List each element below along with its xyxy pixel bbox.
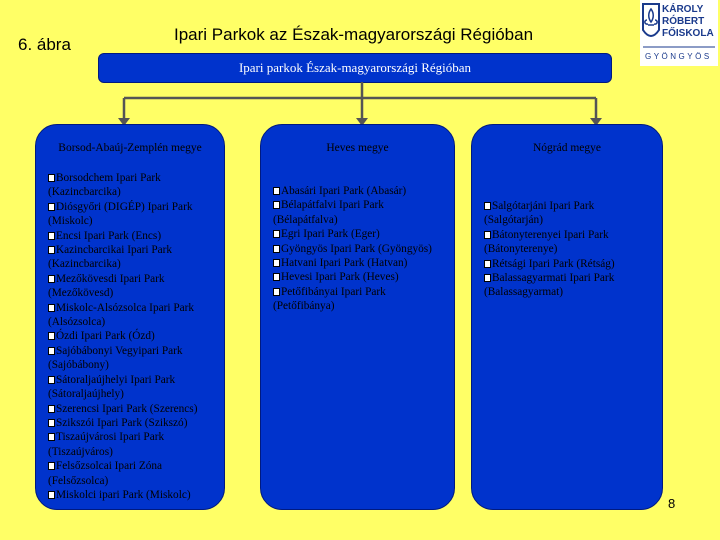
top-heading-box: Ipari parkok Észak-magyarországi Régióban bbox=[98, 53, 612, 83]
list-item bbox=[48, 373, 212, 402]
park-list bbox=[273, 184, 442, 314]
list-item-text: Diósgyőri (DIGÉP) Ipari Park (Miskolc) bbox=[48, 200, 193, 228]
list-item bbox=[273, 285, 442, 314]
list-item-text: Mezőkövesdi Ipari Park (Mezőkövesd) bbox=[48, 272, 165, 300]
page-title: Ipari Parkok az Észak-magyarországi Régióban bbox=[174, 25, 534, 44]
list-item bbox=[484, 199, 650, 228]
list-item-text: Miskolc-Alsózsolca Ipari Park (Alsózsolca) bbox=[48, 301, 195, 329]
column-heading: Borsod-Abaúj-Zemplén megye bbox=[58, 142, 202, 154]
list-item bbox=[48, 430, 212, 459]
bullet-icon bbox=[48, 462, 55, 470]
bullet-icon bbox=[48, 203, 55, 211]
bullet-icon bbox=[48, 304, 55, 312]
list-item-text: Abasári Ipari Park (Abasár) bbox=[281, 185, 407, 197]
list-item bbox=[48, 344, 212, 373]
list-item bbox=[48, 329, 212, 343]
bullet-icon bbox=[273, 273, 280, 281]
list-item bbox=[273, 184, 442, 198]
list-item bbox=[273, 270, 442, 284]
bullet-icon bbox=[484, 231, 491, 239]
list-item-text: Bélapátfalvi Ipari Park (Bélapátfalva) bbox=[273, 199, 384, 226]
bullet-icon bbox=[273, 187, 280, 195]
bullet-icon bbox=[48, 433, 55, 441]
list-item bbox=[48, 272, 212, 301]
list-item-text: Rétsági Ipari Park (Rétság) bbox=[492, 257, 615, 270]
bullet-icon bbox=[273, 245, 280, 253]
bullet-icon bbox=[48, 332, 55, 340]
list-item bbox=[48, 459, 212, 488]
bullet-icon bbox=[273, 288, 280, 296]
list-item bbox=[48, 171, 212, 200]
list-item bbox=[484, 271, 650, 300]
list-item-text: Petőfibányai Ipari Park (Petőfibánya) bbox=[273, 285, 386, 313]
bullet-icon bbox=[48, 246, 55, 254]
list-item-text: Hatvani Ipari Park (Hatvan) bbox=[281, 257, 408, 270]
column-heves bbox=[260, 124, 455, 510]
bullet-icon bbox=[273, 201, 280, 209]
list-item bbox=[48, 301, 212, 330]
bullet-icon bbox=[484, 274, 491, 282]
column-heading: Nógrád megye bbox=[532, 142, 602, 154]
logo-line3: FŐISKOLA bbox=[662, 28, 714, 39]
logo-line1: KÁROLY bbox=[662, 4, 704, 15]
list-item bbox=[273, 227, 442, 241]
list-item-text: Egri Ipari Park (Eger) bbox=[281, 228, 380, 241]
bullet-icon bbox=[48, 376, 55, 384]
list-item bbox=[273, 256, 442, 270]
list-item-text: Szerencsi Ipari Park (Szerencs) bbox=[56, 402, 198, 415]
list-item bbox=[484, 257, 650, 271]
list-item bbox=[48, 402, 212, 416]
list-item-text: Szikszói Ipari Park (Szikszó) bbox=[56, 416, 188, 429]
list-item-text: Ózdi Ipari Park (Ózd) bbox=[56, 330, 155, 343]
list-item bbox=[48, 200, 212, 229]
list-item bbox=[273, 198, 442, 227]
list-item-text: Felsőzsolcai Ipari Zóna (Felsőzsolca) bbox=[48, 460, 163, 487]
list-item-text: Miskolci ipari Park (Miskolc) bbox=[56, 488, 191, 501]
bullet-icon bbox=[48, 405, 55, 413]
list-item-text: Sajóbábonyi Vegyipari Park (Sajóbábony) bbox=[48, 344, 183, 372]
list-item bbox=[48, 488, 212, 502]
list-item bbox=[48, 416, 212, 430]
park-list bbox=[48, 171, 212, 502]
list-item bbox=[484, 228, 650, 257]
bullet-icon bbox=[48, 174, 55, 182]
column-nograd bbox=[471, 124, 663, 510]
list-item-text: Borsodchem Ipari Park (Kazincbarcika) bbox=[48, 172, 161, 199]
list-item-text: Salgótarjáni Ipari Park (Salgótarján) bbox=[484, 200, 595, 227]
list-item-text: Encsi Ipari Park (Encs) bbox=[56, 229, 162, 242]
bullet-icon bbox=[48, 275, 55, 283]
list-item-text: Kazincbarcikai Ipari Park (Kazincbarcika) bbox=[48, 244, 173, 271]
list-item bbox=[273, 242, 442, 256]
figure-label: 6. ábra bbox=[18, 35, 71, 54]
list-item bbox=[48, 229, 212, 243]
bullet-icon bbox=[484, 260, 491, 268]
list-item-text: Hevesi Ipari Park (Heves) bbox=[281, 271, 399, 284]
bullet-icon bbox=[273, 230, 280, 238]
list-item bbox=[48, 243, 212, 272]
list-item-text: Sátoraljaújhelyi Ipari Park (Sátoraljaújhely) bbox=[48, 373, 176, 401]
logo-line4: GYÖNGYÖS bbox=[645, 52, 712, 61]
column-heading: Heves megye bbox=[326, 142, 389, 154]
bullet-icon bbox=[48, 491, 55, 499]
list-item-text: Tiszaújvárosi Ipari Park (Tiszaújváros) bbox=[48, 431, 165, 458]
column-borsod bbox=[35, 124, 225, 510]
bullet-icon bbox=[48, 232, 55, 240]
bullet-icon bbox=[48, 419, 55, 427]
list-item-text: Bátonyterenyei Ipari Park (Bátonyterenye) bbox=[484, 228, 609, 256]
bullet-icon bbox=[484, 202, 491, 210]
bullet-icon bbox=[273, 259, 280, 267]
bullet-icon bbox=[48, 347, 55, 355]
park-list bbox=[484, 199, 650, 300]
list-item-text: Balassagyarmati Ipari Park (Balassagyarmat) bbox=[484, 272, 615, 299]
page-number: 8 bbox=[668, 496, 676, 511]
list-item-text: Gyöngyös Ipari Park (Gyöngyös) bbox=[281, 242, 432, 255]
logo-line2: RÓBERT bbox=[662, 16, 705, 27]
